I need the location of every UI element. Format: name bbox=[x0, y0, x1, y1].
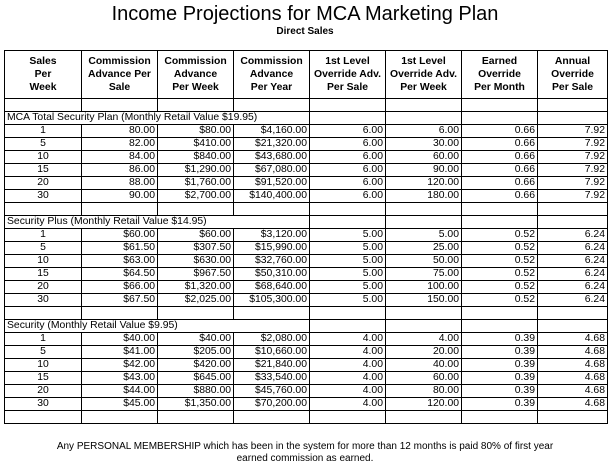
table-cell: $32,760.00 bbox=[234, 255, 310, 268]
table-cell: $1,350.00 bbox=[158, 398, 234, 411]
table-cell: 4.00 bbox=[310, 359, 386, 372]
table-cell: 7.92 bbox=[538, 151, 608, 164]
table-cell: 4.68 bbox=[538, 346, 608, 359]
table-cell: 0.52 bbox=[462, 294, 538, 307]
spacer-row bbox=[5, 307, 608, 320]
empty-cell bbox=[386, 320, 462, 333]
column-header-line: Override bbox=[551, 69, 594, 80]
table-cell: 6.24 bbox=[538, 255, 608, 268]
table-cell: $630.00 bbox=[158, 255, 234, 268]
table-cell: 0.66 bbox=[462, 177, 538, 190]
table-cell: 6.00 bbox=[386, 125, 462, 138]
table-row bbox=[5, 151, 608, 164]
table-cell: $880.00 bbox=[158, 385, 234, 398]
table-cell: $41.00 bbox=[82, 346, 158, 359]
table-cell: 0.66 bbox=[462, 190, 538, 203]
table-row bbox=[5, 385, 608, 398]
table-cell: 4.68 bbox=[538, 372, 608, 385]
table-cell: $2,700.00 bbox=[158, 190, 234, 203]
table-cell: 4.68 bbox=[538, 398, 608, 411]
table-cell: 84.00 bbox=[82, 151, 158, 164]
table-cell: $967.50 bbox=[158, 268, 234, 281]
table-cell: $4,160.00 bbox=[234, 125, 310, 138]
table-row bbox=[5, 242, 608, 255]
section-header-row bbox=[5, 216, 608, 229]
table-cell: 0.66 bbox=[462, 151, 538, 164]
table-cell: 60.00 bbox=[386, 372, 462, 385]
empty-cell bbox=[310, 307, 386, 320]
table-row bbox=[5, 255, 608, 268]
table-cell: 80.00 bbox=[386, 385, 462, 398]
table-cell: 0.52 bbox=[462, 281, 538, 294]
table-cell: 4.68 bbox=[538, 385, 608, 398]
column-header bbox=[538, 51, 608, 99]
page-title: Income Projections for MCA Marketing Plan bbox=[111, 3, 499, 25]
table-cell: 20 bbox=[5, 385, 82, 398]
table-cell: $3,120.00 bbox=[234, 229, 310, 242]
column-header-line: Commission bbox=[164, 56, 227, 67]
table-cell: 6.24 bbox=[538, 229, 608, 242]
table-cell: $42.00 bbox=[82, 359, 158, 372]
table-cell: $840.00 bbox=[158, 151, 234, 164]
table-cell: 1 bbox=[5, 125, 82, 138]
page-subtitle: Direct Sales bbox=[276, 26, 334, 37]
table-cell: 25.00 bbox=[386, 242, 462, 255]
empty-cell bbox=[158, 307, 234, 320]
empty-cell bbox=[538, 203, 608, 216]
empty-cell bbox=[462, 203, 538, 216]
table-cell: 5.00 bbox=[310, 242, 386, 255]
section-title: Security (Monthly Retail Value $9.95) bbox=[5, 320, 310, 333]
column-header bbox=[5, 51, 82, 99]
table-cell: $307.50 bbox=[158, 242, 234, 255]
table-cell: 0.52 bbox=[462, 255, 538, 268]
table-cell: 6.00 bbox=[310, 164, 386, 177]
table-row bbox=[5, 346, 608, 359]
table-cell: 0.39 bbox=[462, 346, 538, 359]
table-cell: 7.92 bbox=[538, 177, 608, 190]
table-cell: 180.00 bbox=[386, 190, 462, 203]
table-cell: 5 bbox=[5, 138, 82, 151]
empty-cell bbox=[386, 99, 462, 112]
table-cell: 0.66 bbox=[462, 164, 538, 177]
table-cell: 6.24 bbox=[538, 281, 608, 294]
table-cell: 30 bbox=[5, 294, 82, 307]
table-cell: 6.00 bbox=[310, 190, 386, 203]
empty-cell bbox=[310, 203, 386, 216]
table-cell: 7.92 bbox=[538, 125, 608, 138]
footer-note bbox=[0, 441, 610, 465]
table-row bbox=[5, 281, 608, 294]
table-cell: 75.00 bbox=[386, 268, 462, 281]
table-cell: $68,640.00 bbox=[234, 281, 310, 294]
table-cell: 30 bbox=[5, 190, 82, 203]
empty-cell bbox=[310, 216, 386, 229]
table-cell: 5.00 bbox=[310, 268, 386, 281]
empty-cell bbox=[462, 411, 538, 424]
table-cell: 30 bbox=[5, 398, 82, 411]
empty-cell bbox=[538, 307, 608, 320]
table-cell: 10 bbox=[5, 255, 82, 268]
table-cell: 80.00 bbox=[82, 125, 158, 138]
column-header bbox=[234, 51, 310, 99]
empty-cell bbox=[234, 307, 310, 320]
spacer-row bbox=[5, 203, 608, 216]
table-cell: $10,660.00 bbox=[234, 346, 310, 359]
table-cell: 5.00 bbox=[310, 255, 386, 268]
table-cell: 0.39 bbox=[462, 359, 538, 372]
table-cell: 0.39 bbox=[462, 372, 538, 385]
column-header bbox=[82, 51, 158, 99]
table-cell: 6.24 bbox=[538, 242, 608, 255]
column-header-line: Per bbox=[34, 69, 52, 80]
table-cell: 0.66 bbox=[462, 138, 538, 151]
table-cell: $67.50 bbox=[82, 294, 158, 307]
table-cell: 5.00 bbox=[386, 229, 462, 242]
column-header bbox=[310, 51, 386, 99]
table-cell: $105,300.00 bbox=[234, 294, 310, 307]
table-cell: $21,840.00 bbox=[234, 359, 310, 372]
table-row bbox=[5, 125, 608, 138]
empty-cell bbox=[5, 99, 82, 112]
empty-cell bbox=[538, 99, 608, 112]
column-header-line: Commission bbox=[240, 56, 303, 67]
footer-line-2: earned commission as earned. bbox=[236, 453, 374, 464]
table-cell: 0.39 bbox=[462, 398, 538, 411]
empty-cell bbox=[5, 411, 82, 424]
table-cell: 4.00 bbox=[310, 372, 386, 385]
table-cell: 4.00 bbox=[310, 333, 386, 346]
table-cell: $43,680.00 bbox=[234, 151, 310, 164]
empty-cell bbox=[310, 411, 386, 424]
table-row bbox=[5, 190, 608, 203]
table-cell: $205.00 bbox=[158, 346, 234, 359]
empty-cell bbox=[234, 99, 310, 112]
table-cell: 60.00 bbox=[386, 151, 462, 164]
column-header bbox=[386, 51, 462, 99]
table-cell: 7.92 bbox=[538, 138, 608, 151]
table-cell: $15,990.00 bbox=[234, 242, 310, 255]
empty-cell bbox=[462, 307, 538, 320]
table-cell: $1,320.00 bbox=[158, 281, 234, 294]
table-cell: 5.00 bbox=[310, 229, 386, 242]
table-cell: 86.00 bbox=[82, 164, 158, 177]
table-cell: 50.00 bbox=[386, 255, 462, 268]
table-cell: 0.52 bbox=[462, 242, 538, 255]
table-cell: 90.00 bbox=[386, 164, 462, 177]
table-cell: 1 bbox=[5, 333, 82, 346]
table-cell: 88.00 bbox=[82, 177, 158, 190]
empty-cell bbox=[234, 203, 310, 216]
table-cell: 20.00 bbox=[386, 346, 462, 359]
table-cell: $645.00 bbox=[158, 372, 234, 385]
empty-cell bbox=[538, 320, 608, 333]
empty-cell bbox=[538, 112, 608, 125]
table-cell: 6.24 bbox=[538, 268, 608, 281]
table-row bbox=[5, 398, 608, 411]
table-cell: 15 bbox=[5, 372, 82, 385]
table-cell: 0.39 bbox=[462, 333, 538, 346]
column-header-line: Per Week bbox=[172, 82, 219, 93]
column-header-line: Per Sale bbox=[551, 82, 593, 93]
empty-cell bbox=[386, 216, 462, 229]
spacer-row bbox=[5, 411, 608, 424]
table-cell: 5.00 bbox=[310, 294, 386, 307]
column-header-line: Sale bbox=[108, 82, 131, 93]
column-header-line: 1st Level bbox=[325, 56, 370, 67]
table-cell: 20 bbox=[5, 281, 82, 294]
table-cell: $67,080.00 bbox=[234, 164, 310, 177]
table-cell: $60.00 bbox=[158, 229, 234, 242]
empty-cell bbox=[462, 99, 538, 112]
empty-cell bbox=[310, 99, 386, 112]
table-cell: $1,760.00 bbox=[158, 177, 234, 190]
empty-cell bbox=[386, 307, 462, 320]
empty-cell bbox=[5, 203, 82, 216]
table-cell: $91,520.00 bbox=[234, 177, 310, 190]
table-cell: 10 bbox=[5, 359, 82, 372]
table-cell: 5 bbox=[5, 346, 82, 359]
column-header-line: Advance bbox=[249, 69, 294, 80]
table-cell: $420.00 bbox=[158, 359, 234, 372]
table-cell: 4.00 bbox=[386, 333, 462, 346]
column-header bbox=[462, 51, 538, 99]
column-header-line: Week bbox=[29, 82, 57, 93]
table-cell: 120.00 bbox=[386, 398, 462, 411]
table-row bbox=[5, 164, 608, 177]
empty-cell bbox=[386, 411, 462, 424]
column-header-line: Per Year bbox=[250, 82, 293, 93]
table-cell: 4.68 bbox=[538, 359, 608, 372]
table-cell: 20 bbox=[5, 177, 82, 190]
table-cell: 30.00 bbox=[386, 138, 462, 151]
table-cell: $60.00 bbox=[82, 229, 158, 242]
table-cell: 7.92 bbox=[538, 190, 608, 203]
table-row bbox=[5, 268, 608, 281]
table-cell: 100.00 bbox=[386, 281, 462, 294]
column-header-line: Override Adv. bbox=[390, 69, 457, 80]
empty-cell bbox=[386, 112, 462, 125]
section-header-row bbox=[5, 112, 608, 125]
table-cell: 1 bbox=[5, 229, 82, 242]
column-header-line: Override Adv. bbox=[314, 69, 381, 80]
spacer-row bbox=[5, 99, 608, 112]
table-cell: 0.66 bbox=[462, 125, 538, 138]
column-header-line: Advance bbox=[173, 69, 218, 80]
empty-cell bbox=[82, 203, 158, 216]
section-header-row bbox=[5, 320, 608, 333]
table-cell: 4.68 bbox=[538, 333, 608, 346]
table-cell: $2,025.00 bbox=[158, 294, 234, 307]
empty-cell bbox=[386, 203, 462, 216]
table-row bbox=[5, 229, 608, 242]
section-title: Security Plus (Monthly Retail Value $14.95) bbox=[5, 216, 310, 229]
column-header-line: 1st Level bbox=[401, 56, 446, 67]
column-header-line: Override bbox=[478, 69, 521, 80]
column-header-line: Per Sale bbox=[326, 82, 368, 93]
table-cell: 4.00 bbox=[310, 346, 386, 359]
table-cell: 10 bbox=[5, 151, 82, 164]
empty-cell bbox=[234, 411, 310, 424]
table-row bbox=[5, 138, 608, 151]
table-cell: 6.00 bbox=[310, 125, 386, 138]
column-header-line: Per Week bbox=[400, 82, 447, 93]
table-cell: $21,320.00 bbox=[234, 138, 310, 151]
table-cell: $64.50 bbox=[82, 268, 158, 281]
table-cell: 0.52 bbox=[462, 268, 538, 281]
empty-cell bbox=[82, 99, 158, 112]
table-row bbox=[5, 294, 608, 307]
column-header bbox=[158, 51, 234, 99]
table-cell: $2,080.00 bbox=[234, 333, 310, 346]
table-cell: $40.00 bbox=[82, 333, 158, 346]
table-cell: 4.00 bbox=[310, 385, 386, 398]
empty-cell bbox=[82, 307, 158, 320]
table-cell: 40.00 bbox=[386, 359, 462, 372]
table-cell: 0.52 bbox=[462, 229, 538, 242]
table-body bbox=[5, 99, 608, 424]
table-cell: $45,760.00 bbox=[234, 385, 310, 398]
empty-cell bbox=[5, 307, 82, 320]
table-cell: $61.50 bbox=[82, 242, 158, 255]
empty-cell bbox=[158, 99, 234, 112]
table-cell: 150.00 bbox=[386, 294, 462, 307]
table-cell: $70,200.00 bbox=[234, 398, 310, 411]
table-row bbox=[5, 372, 608, 385]
table-cell: 5 bbox=[5, 242, 82, 255]
table-cell: $44.00 bbox=[82, 385, 158, 398]
income-projection-table bbox=[4, 50, 608, 424]
table-cell: 6.00 bbox=[310, 151, 386, 164]
empty-cell bbox=[158, 411, 234, 424]
table-cell: $45.00 bbox=[82, 398, 158, 411]
column-header-line: Commission bbox=[88, 56, 151, 67]
empty-cell bbox=[158, 203, 234, 216]
empty-cell bbox=[538, 216, 608, 229]
table-cell: $33,540.00 bbox=[234, 372, 310, 385]
table-cell: $66.00 bbox=[82, 281, 158, 294]
column-header-line: Advance Per bbox=[88, 69, 151, 80]
table-cell: 82.00 bbox=[82, 138, 158, 151]
table-cell: $43.00 bbox=[82, 372, 158, 385]
table-cell: 7.92 bbox=[538, 164, 608, 177]
empty-cell bbox=[310, 112, 386, 125]
table-row bbox=[5, 359, 608, 372]
table-cell: $40.00 bbox=[158, 333, 234, 346]
table-cell: 0.39 bbox=[462, 385, 538, 398]
table-cell: $63.00 bbox=[82, 255, 158, 268]
table-cell: 120.00 bbox=[386, 177, 462, 190]
table-cell: 5.00 bbox=[310, 281, 386, 294]
empty-cell bbox=[462, 112, 538, 125]
column-header-line: Annual bbox=[554, 56, 591, 67]
column-header-line: Earned bbox=[481, 56, 518, 67]
empty-cell bbox=[82, 411, 158, 424]
section-title: MCA Total Security Plan (Monthly Retail Value $19.95) bbox=[5, 112, 310, 125]
table-row bbox=[5, 177, 608, 190]
empty-cell bbox=[462, 216, 538, 229]
table-cell: $410.00 bbox=[158, 138, 234, 151]
footer-line-1: Any PERSONAL MEMBERSHIP which has been in the system for more than 12 months is paid 80% of first year bbox=[56, 441, 554, 452]
table-cell: 6.00 bbox=[310, 138, 386, 151]
table-header-row bbox=[5, 51, 608, 99]
table-cell: $80.00 bbox=[158, 125, 234, 138]
column-header-line: Sales bbox=[29, 56, 57, 67]
table-row bbox=[5, 333, 608, 346]
column-header-line: Per Month bbox=[474, 82, 525, 93]
table-cell: 90.00 bbox=[82, 190, 158, 203]
empty-cell bbox=[538, 411, 608, 424]
table-cell: 4.00 bbox=[310, 398, 386, 411]
empty-cell bbox=[462, 320, 538, 333]
table-cell: 15 bbox=[5, 164, 82, 177]
table-cell: $140,400.00 bbox=[234, 190, 310, 203]
table-cell: $1,290.00 bbox=[158, 164, 234, 177]
table-cell: 15 bbox=[5, 268, 82, 281]
empty-cell bbox=[310, 320, 386, 333]
table-cell: 6.24 bbox=[538, 294, 608, 307]
table-cell: 6.00 bbox=[310, 177, 386, 190]
table-cell: $50,310.00 bbox=[234, 268, 310, 281]
